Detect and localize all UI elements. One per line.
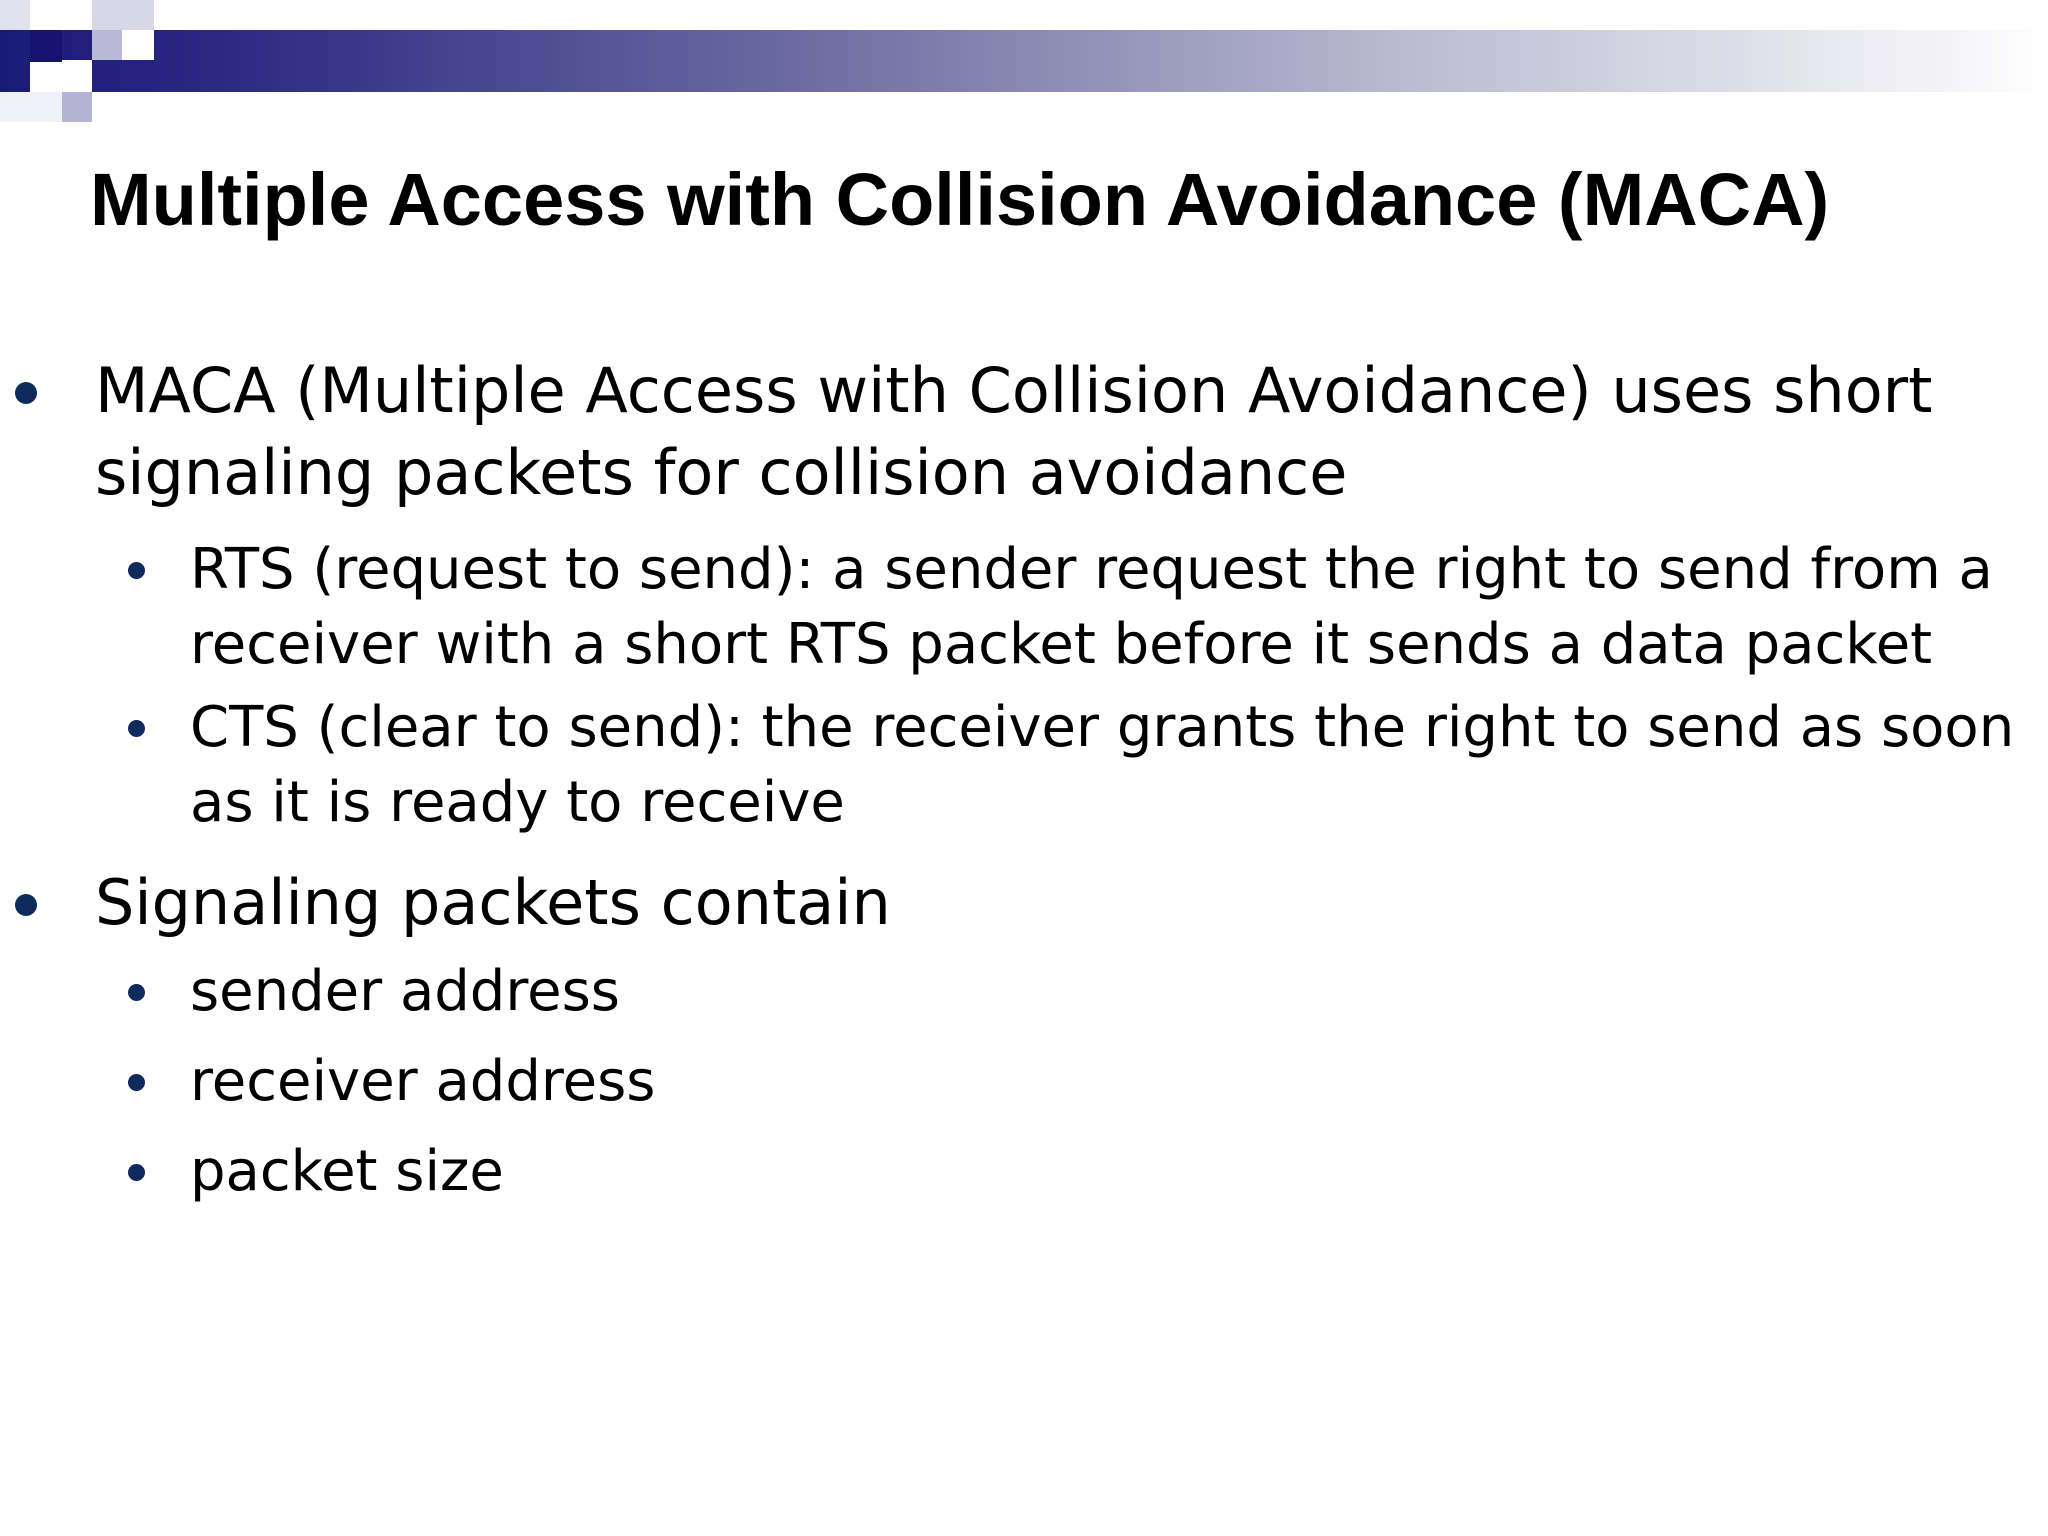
sub-bullet-item: [190, 532, 2040, 682]
bullet-dot-icon: [128, 720, 145, 737]
bullet-dot-icon: [15, 894, 37, 916]
sub-bullet-item: [190, 690, 2040, 840]
bullet-item: [95, 350, 2040, 514]
bullet-dot-icon: [128, 562, 145, 579]
bullet-dot-icon: [15, 382, 37, 404]
bullet-list: [0, 350, 2040, 1209]
bullet-text: MACA (Multiple Access with Collision Avoidance) uses short signaling packets for collision avoidance: [95, 354, 1933, 509]
header-gradient-bar: [0, 30, 2048, 92]
sub-bullet-text: receiver address: [190, 1049, 656, 1114]
decorative-square: [92, 30, 122, 60]
decorative-square: [30, 30, 62, 62]
decorative-square: [0, 92, 62, 122]
bullet-item: [95, 862, 2040, 944]
bullet-text: Signaling packets contain: [95, 866, 891, 939]
decorative-square: [0, 0, 30, 30]
sub-bullet-text: sender address: [190, 959, 620, 1024]
sub-bullet-item: [190, 1134, 2040, 1209]
decorative-square: [122, 30, 154, 60]
slide-title: Multiple Access with Collision Avoidance (MACA): [90, 158, 1830, 241]
sub-bullet-item: [190, 1044, 2040, 1119]
decorative-square: [62, 60, 92, 92]
sub-bullet-text: RTS (request to send): a sender request the right to send from a receiver with a short RTS packet before it sends a data packet: [190, 537, 1993, 677]
sub-bullet-item: [190, 954, 2040, 1029]
bullet-dot-icon: [128, 984, 145, 1001]
decorative-square: [30, 62, 62, 92]
bullet-dot-icon: [128, 1164, 145, 1181]
bullet-dot-icon: [128, 1074, 145, 1091]
decorative-square: [62, 92, 92, 122]
decorative-square: [92, 0, 154, 30]
sub-bullet-text: packet size: [190, 1139, 504, 1204]
sub-bullet-text: CTS (clear to send): the receiver grants the right to send as soon as it is ready to receive: [190, 695, 2015, 835]
